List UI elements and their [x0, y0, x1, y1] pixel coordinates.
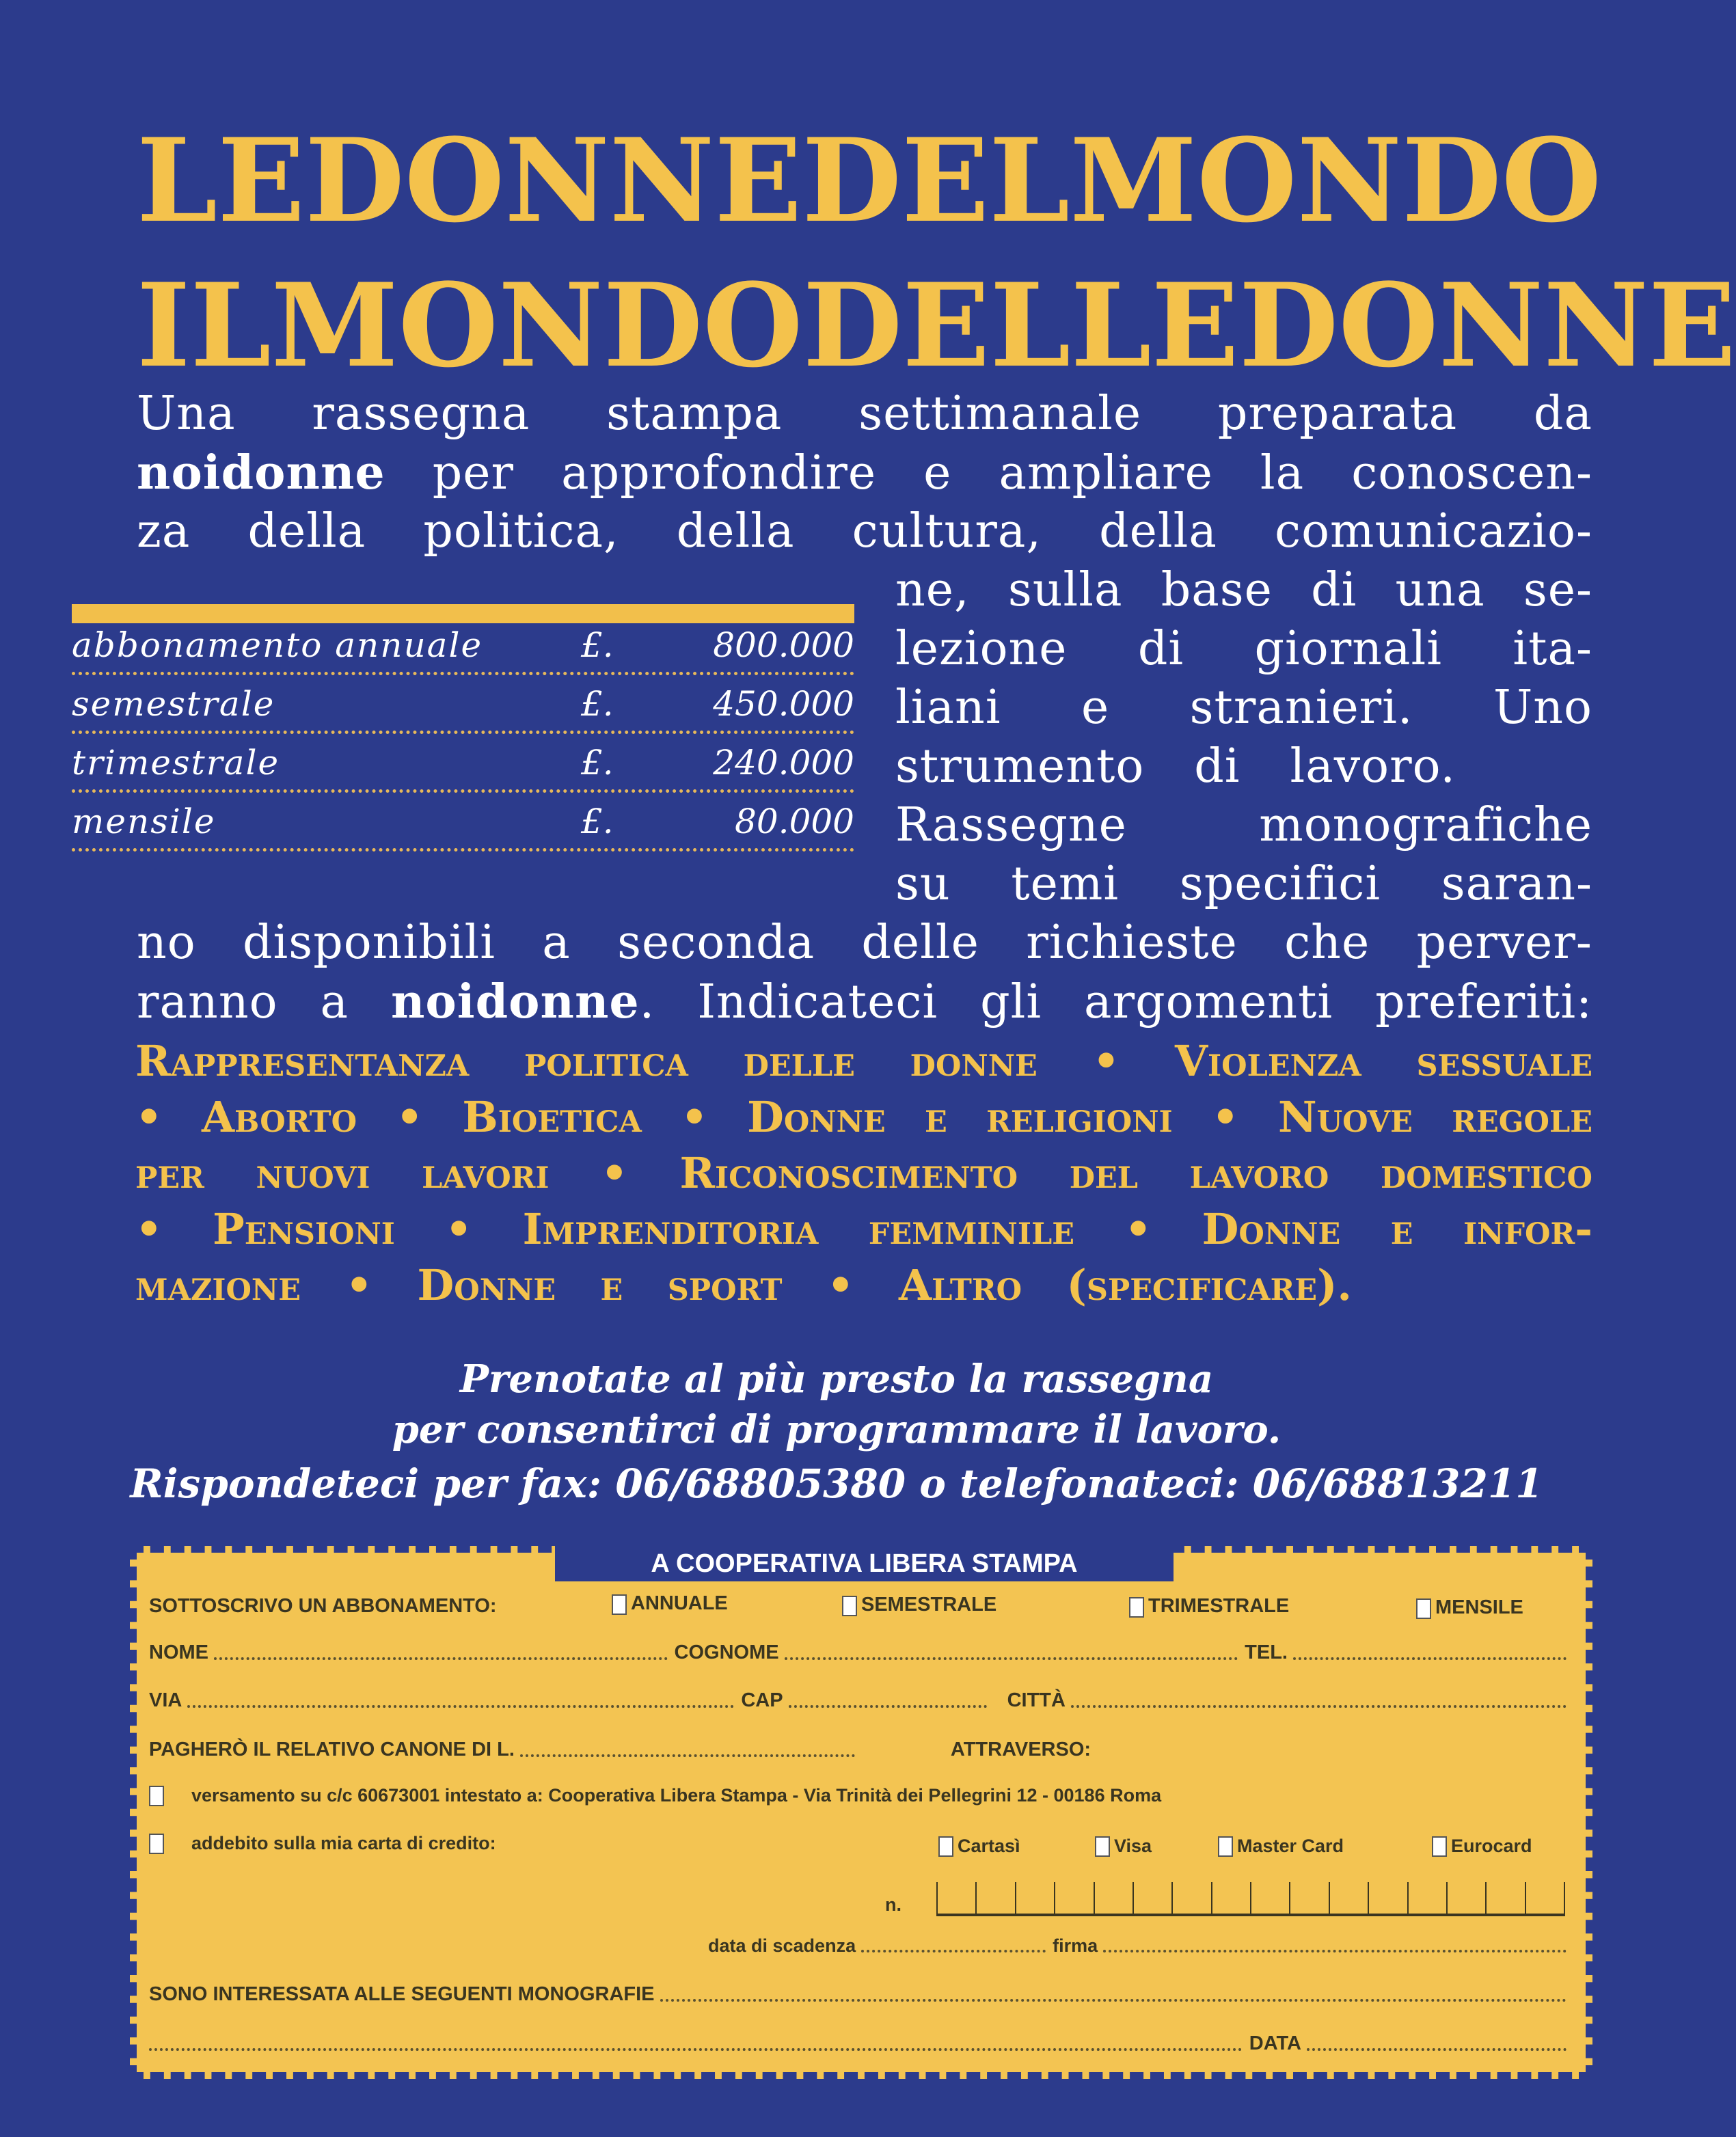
word: nuovi [256, 1148, 370, 1198]
word: della [1099, 504, 1217, 558]
word: di [1137, 622, 1184, 676]
word: • [135, 1092, 163, 1142]
word: Riconoscimento [679, 1148, 1018, 1198]
word: a [542, 916, 571, 970]
word: delle [861, 916, 979, 970]
plan-label: MENSILE [1435, 1596, 1523, 1618]
attraverso-label: ATTRAVERSO: [950, 1739, 1091, 1760]
price-row [72, 745, 854, 793]
word: DONNE [1238, 258, 1736, 393]
word: • [681, 1092, 708, 1142]
card-label: Eurocard [1451, 1836, 1532, 1856]
price-row [72, 804, 854, 852]
intro-line [137, 916, 1592, 970]
word: Donne [1202, 1204, 1341, 1254]
intro-line [137, 504, 1592, 558]
topic-line [135, 1204, 1592, 1254]
word: Nuove [1277, 1092, 1413, 1142]
tel-field[interactable] [1293, 1657, 1567, 1660]
nome-field[interactable] [214, 1657, 668, 1660]
intro-line [895, 798, 1592, 852]
word: Rappresentanza [135, 1036, 470, 1086]
monografie-label: SONO INTERESSATA ALLE SEGUENTI MONOGRAFIE [149, 1983, 655, 2005]
call-to-action: per consentirci di programmare il lavoro. [392, 1407, 1281, 1452]
word: DELLE [802, 258, 1239, 393]
word: lavoro. [1290, 739, 1456, 793]
cognome-field[interactable] [785, 1657, 1238, 1660]
monografie-row [149, 1983, 1573, 2006]
subscribe-label: SOTTOSCRIVO UN ABBONAMENTO: [149, 1595, 497, 1617]
price-amount: 240.000 [713, 743, 854, 782]
price-amount: 80.000 [735, 802, 854, 841]
price-label: trimestrale [72, 743, 280, 782]
word: femminile [868, 1204, 1074, 1254]
word: • [445, 1204, 473, 1254]
word: infor- [1463, 1204, 1592, 1254]
word: sulla [1007, 563, 1123, 617]
intro-line [137, 387, 1592, 441]
card-eurocard[interactable] [1432, 1836, 1532, 1857]
plan-mensile[interactable] [1416, 1596, 1523, 1619]
word: ita- [1513, 622, 1592, 676]
word: • [396, 1092, 424, 1142]
checkbox[interactable] [1432, 1836, 1447, 1857]
word: e [1081, 681, 1110, 735]
word: preparata [1217, 387, 1458, 441]
intro-line [137, 446, 1592, 500]
price-amount: 800.000 [713, 625, 854, 665]
plan-label: ANNUALE [631, 1592, 728, 1614]
word: per [135, 1148, 204, 1198]
addebito-label: addebito sulla mia carta di credito: [191, 1833, 496, 1853]
word: sport [667, 1260, 783, 1310]
word: Uno [1493, 681, 1592, 735]
word: della [676, 504, 795, 558]
word: richieste [1026, 916, 1238, 970]
word: Imprenditoria [522, 1204, 819, 1254]
form-header: A COOPERATIVA LIBERA STAMPA [555, 1546, 1174, 1581]
word: DONNE [305, 113, 802, 248]
citta-label: CITTÀ [1007, 1689, 1066, 1711]
topic-line [135, 1148, 1592, 1198]
word: Bioetica [462, 1092, 642, 1142]
headline-line-2 [137, 258, 1736, 393]
canone-label: PAGHERÒ IL RELATIVO CANONE DI L. [149, 1739, 515, 1760]
checkbox[interactable] [1218, 1836, 1233, 1857]
card-label: Cartasì [958, 1836, 1020, 1856]
brand-noidonne: noidonne [390, 975, 640, 1029]
word: della [247, 504, 366, 558]
word: di [1311, 563, 1357, 617]
checkbox[interactable] [612, 1594, 627, 1615]
word: politica, [423, 504, 619, 558]
versamento-label: versamento su c/c 60673001 intestato a: Cooperativa Libera Stampa - Via Trinità dei Pellegrini 12 - 00186 Roma [191, 1785, 1162, 1806]
data-label: DATA [1249, 2032, 1301, 2054]
plan-label: TRIMESTRALE [1148, 1595, 1290, 1617]
word: IL [137, 258, 271, 393]
intro-text: . Indicateci gli argomenti preferiti: [639, 975, 1592, 1029]
word: • [826, 1260, 854, 1310]
topic-line [135, 1036, 1592, 1086]
word: che [1284, 916, 1370, 970]
word: domestico [1381, 1148, 1592, 1198]
word: stampa [606, 387, 783, 441]
cap-field[interactable] [789, 1705, 987, 1708]
word: una [1395, 563, 1485, 617]
word: del [1069, 1148, 1138, 1198]
word: Una [137, 387, 236, 441]
intro-line [895, 739, 1456, 793]
card-visa[interactable] [1095, 1836, 1152, 1857]
word: temi [1011, 857, 1120, 911]
word: lavori [422, 1148, 550, 1198]
word: Donne [747, 1092, 886, 1142]
price-label: abbonamento annuale [72, 625, 483, 665]
word: liani [895, 681, 1001, 735]
word: politica [524, 1036, 688, 1086]
word: di [1194, 739, 1240, 793]
word: • [1211, 1092, 1239, 1142]
firma-label: firma [1053, 1935, 1098, 1956]
checkbox[interactable] [938, 1836, 953, 1857]
monografie-field-2[interactable] [149, 2048, 1243, 2051]
word: rassegna [312, 387, 530, 441]
word: e [1390, 1204, 1413, 1254]
subscription-form [130, 1546, 1592, 2079]
word: base [1161, 563, 1273, 617]
expiry-row [708, 1935, 1573, 1957]
card-label: Visa [1114, 1836, 1152, 1856]
price-currency: £. [581, 743, 614, 782]
word: lezione [895, 622, 1068, 676]
payment-row [149, 1739, 1573, 1761]
scadenza-field[interactable] [861, 1950, 1046, 1952]
word: saran- [1441, 857, 1592, 911]
headline-line-1 [137, 113, 1602, 248]
via-label: VIA [149, 1689, 182, 1711]
word: giornali [1254, 622, 1443, 676]
word: za [137, 504, 191, 558]
intro-line [895, 563, 1592, 617]
word: Violenza [1174, 1036, 1361, 1086]
word: lavoro [1189, 1148, 1329, 1198]
cognome-label: COGNOME [674, 1642, 779, 1663]
nome-label: NOME [149, 1642, 208, 1663]
word: Altro [899, 1260, 1022, 1310]
word: seconda [617, 916, 815, 970]
price-amount: 450.000 [713, 684, 854, 724]
word: Aborto [201, 1092, 357, 1142]
word: DEL [802, 113, 1070, 248]
word: • [345, 1260, 373, 1310]
cap-label: CAP [741, 1689, 783, 1711]
scadenza-label: data di scadenza [708, 1935, 856, 1956]
card-number-field[interactable] [936, 1882, 1565, 1916]
word: delle [743, 1036, 855, 1086]
price-currency: £. [581, 625, 614, 665]
word: religioni [986, 1092, 1173, 1142]
word: da [1533, 387, 1592, 441]
plan-semestrale[interactable] [842, 1594, 996, 1616]
topic-line [135, 1260, 1352, 1310]
addebito-option[interactable] [149, 1833, 496, 1854]
intro-text: ranno a [137, 975, 391, 1029]
word: monografiche [1259, 798, 1592, 852]
tel-label: TEL. [1245, 1642, 1288, 1663]
word: cultura, [852, 504, 1042, 558]
intro-line [895, 681, 1592, 735]
date-row [149, 2032, 1573, 2055]
price-row [72, 627, 854, 675]
word: • [1092, 1036, 1120, 1086]
versamento-option[interactable] [149, 1785, 1161, 1806]
data-field[interactable] [1307, 2048, 1567, 2051]
name-row [149, 1642, 1573, 1664]
card-number-label: n. [885, 1894, 901, 1915]
word: e [925, 1092, 947, 1142]
intro-line [895, 857, 1592, 911]
checkbox[interactable] [149, 1834, 164, 1854]
call-to-action: Prenotate al più presto la rassegna [459, 1357, 1214, 1402]
price-table-bar [72, 604, 854, 623]
intro-line [895, 622, 1592, 676]
price-row [72, 686, 854, 734]
price-currency: £. [581, 802, 614, 841]
word: comunicazio- [1274, 504, 1592, 558]
word: specifici [1179, 857, 1381, 911]
checkbox[interactable] [1129, 1597, 1144, 1618]
price-currency: £. [581, 684, 614, 724]
word: se- [1523, 563, 1592, 617]
price-label: mensile [72, 802, 216, 841]
contact-line: Rispondeteci per fax: 06/68805380 o telefonateci: 06/68813211 [130, 1460, 1543, 1507]
brand-noidonne: noidonne [137, 446, 385, 500]
plan-trimestrale[interactable] [1129, 1595, 1289, 1618]
canone-field[interactable] [520, 1754, 855, 1757]
plan-annuale[interactable] [612, 1592, 728, 1615]
word: strumento [895, 739, 1145, 793]
card-mastercard[interactable] [1218, 1836, 1344, 1857]
word: MONDO [1070, 113, 1602, 248]
checkbox[interactable] [842, 1596, 857, 1616]
word: Pensioni [213, 1204, 395, 1254]
word: e [600, 1260, 623, 1310]
monografie-field[interactable] [660, 1999, 1567, 2002]
price-label: semestrale [72, 684, 275, 724]
word: • [135, 1204, 163, 1254]
checkbox[interactable] [149, 1786, 164, 1806]
word: LE [137, 113, 306, 248]
plan-label: SEMESTRALE [861, 1594, 997, 1616]
checkbox[interactable] [1416, 1598, 1431, 1619]
word: • [601, 1148, 628, 1198]
intro-text: per approfondire e ampliare la conoscen- [385, 446, 1592, 500]
via-field[interactable] [187, 1705, 734, 1708]
word: no [137, 916, 196, 970]
word: Donne [417, 1260, 556, 1310]
word: • [1124, 1204, 1152, 1254]
word: donne [910, 1036, 1037, 1086]
word: regole [1452, 1092, 1592, 1142]
checkbox[interactable] [1095, 1836, 1110, 1857]
card-label: Master Card [1237, 1836, 1344, 1856]
word: perver- [1416, 916, 1592, 970]
word: stranieri. [1189, 681, 1413, 735]
address-row [149, 1689, 1573, 1712]
card-cartasi[interactable] [938, 1836, 1020, 1857]
word: sessuale [1416, 1036, 1592, 1086]
word: mazione [135, 1260, 301, 1310]
word: disponibili [243, 916, 496, 970]
citta-field[interactable] [1071, 1705, 1567, 1708]
firma-field[interactable] [1103, 1950, 1567, 1952]
word: Rassegne [895, 798, 1127, 852]
topic-line [135, 1092, 1592, 1142]
word: ne, [895, 563, 970, 617]
word: MONDO [271, 258, 803, 393]
word: su [895, 857, 951, 911]
word: settimanale [858, 387, 1142, 441]
intro-line [137, 975, 1592, 1029]
word: (specificare). [1066, 1260, 1352, 1310]
